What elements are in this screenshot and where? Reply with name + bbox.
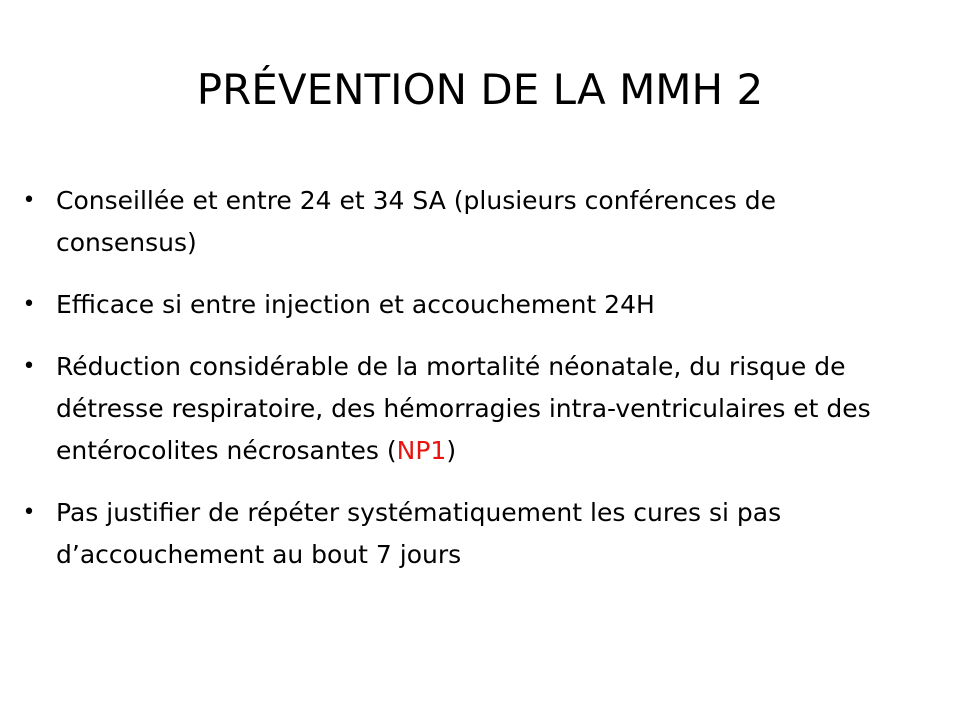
bullet-text-3: Réduction considérable de la mortalité néonatale, du risque de détresse respiratoire, des hémorragies intra-ventriculaires et des entérocolites nécrosantes ( bbox=[56, 352, 871, 465]
bullet-item-4 bbox=[22, 492, 916, 576]
bullet-dot-icon: • bbox=[22, 500, 36, 525]
bullet-text-1: Conseillée et entre 24 et 34 SA (plusieurs conférences de consensus) bbox=[56, 186, 777, 257]
bullet-item-3 bbox=[22, 346, 916, 472]
evidence-level-badge: NP1 bbox=[396, 436, 447, 465]
bullet-dot-icon: • bbox=[22, 292, 36, 317]
bullet-list bbox=[22, 180, 916, 596]
bullet-dot-icon: • bbox=[22, 354, 36, 379]
bullet-text-3-end: ) bbox=[446, 436, 457, 465]
slide-title: PRÉVENTION DE LA MMH 2 bbox=[196, 65, 764, 114]
bullet-item-1 bbox=[22, 180, 916, 264]
bullet-text-4: Pas justifier de répéter systématiquement les cures si pas d’accouchement au bout 7 jours bbox=[56, 498, 782, 569]
bullet-item-2 bbox=[22, 284, 916, 326]
bullet-dot-icon: • bbox=[22, 188, 36, 213]
bullet-text-2: Efficace si entre injection et accouchement 24H bbox=[56, 290, 655, 319]
